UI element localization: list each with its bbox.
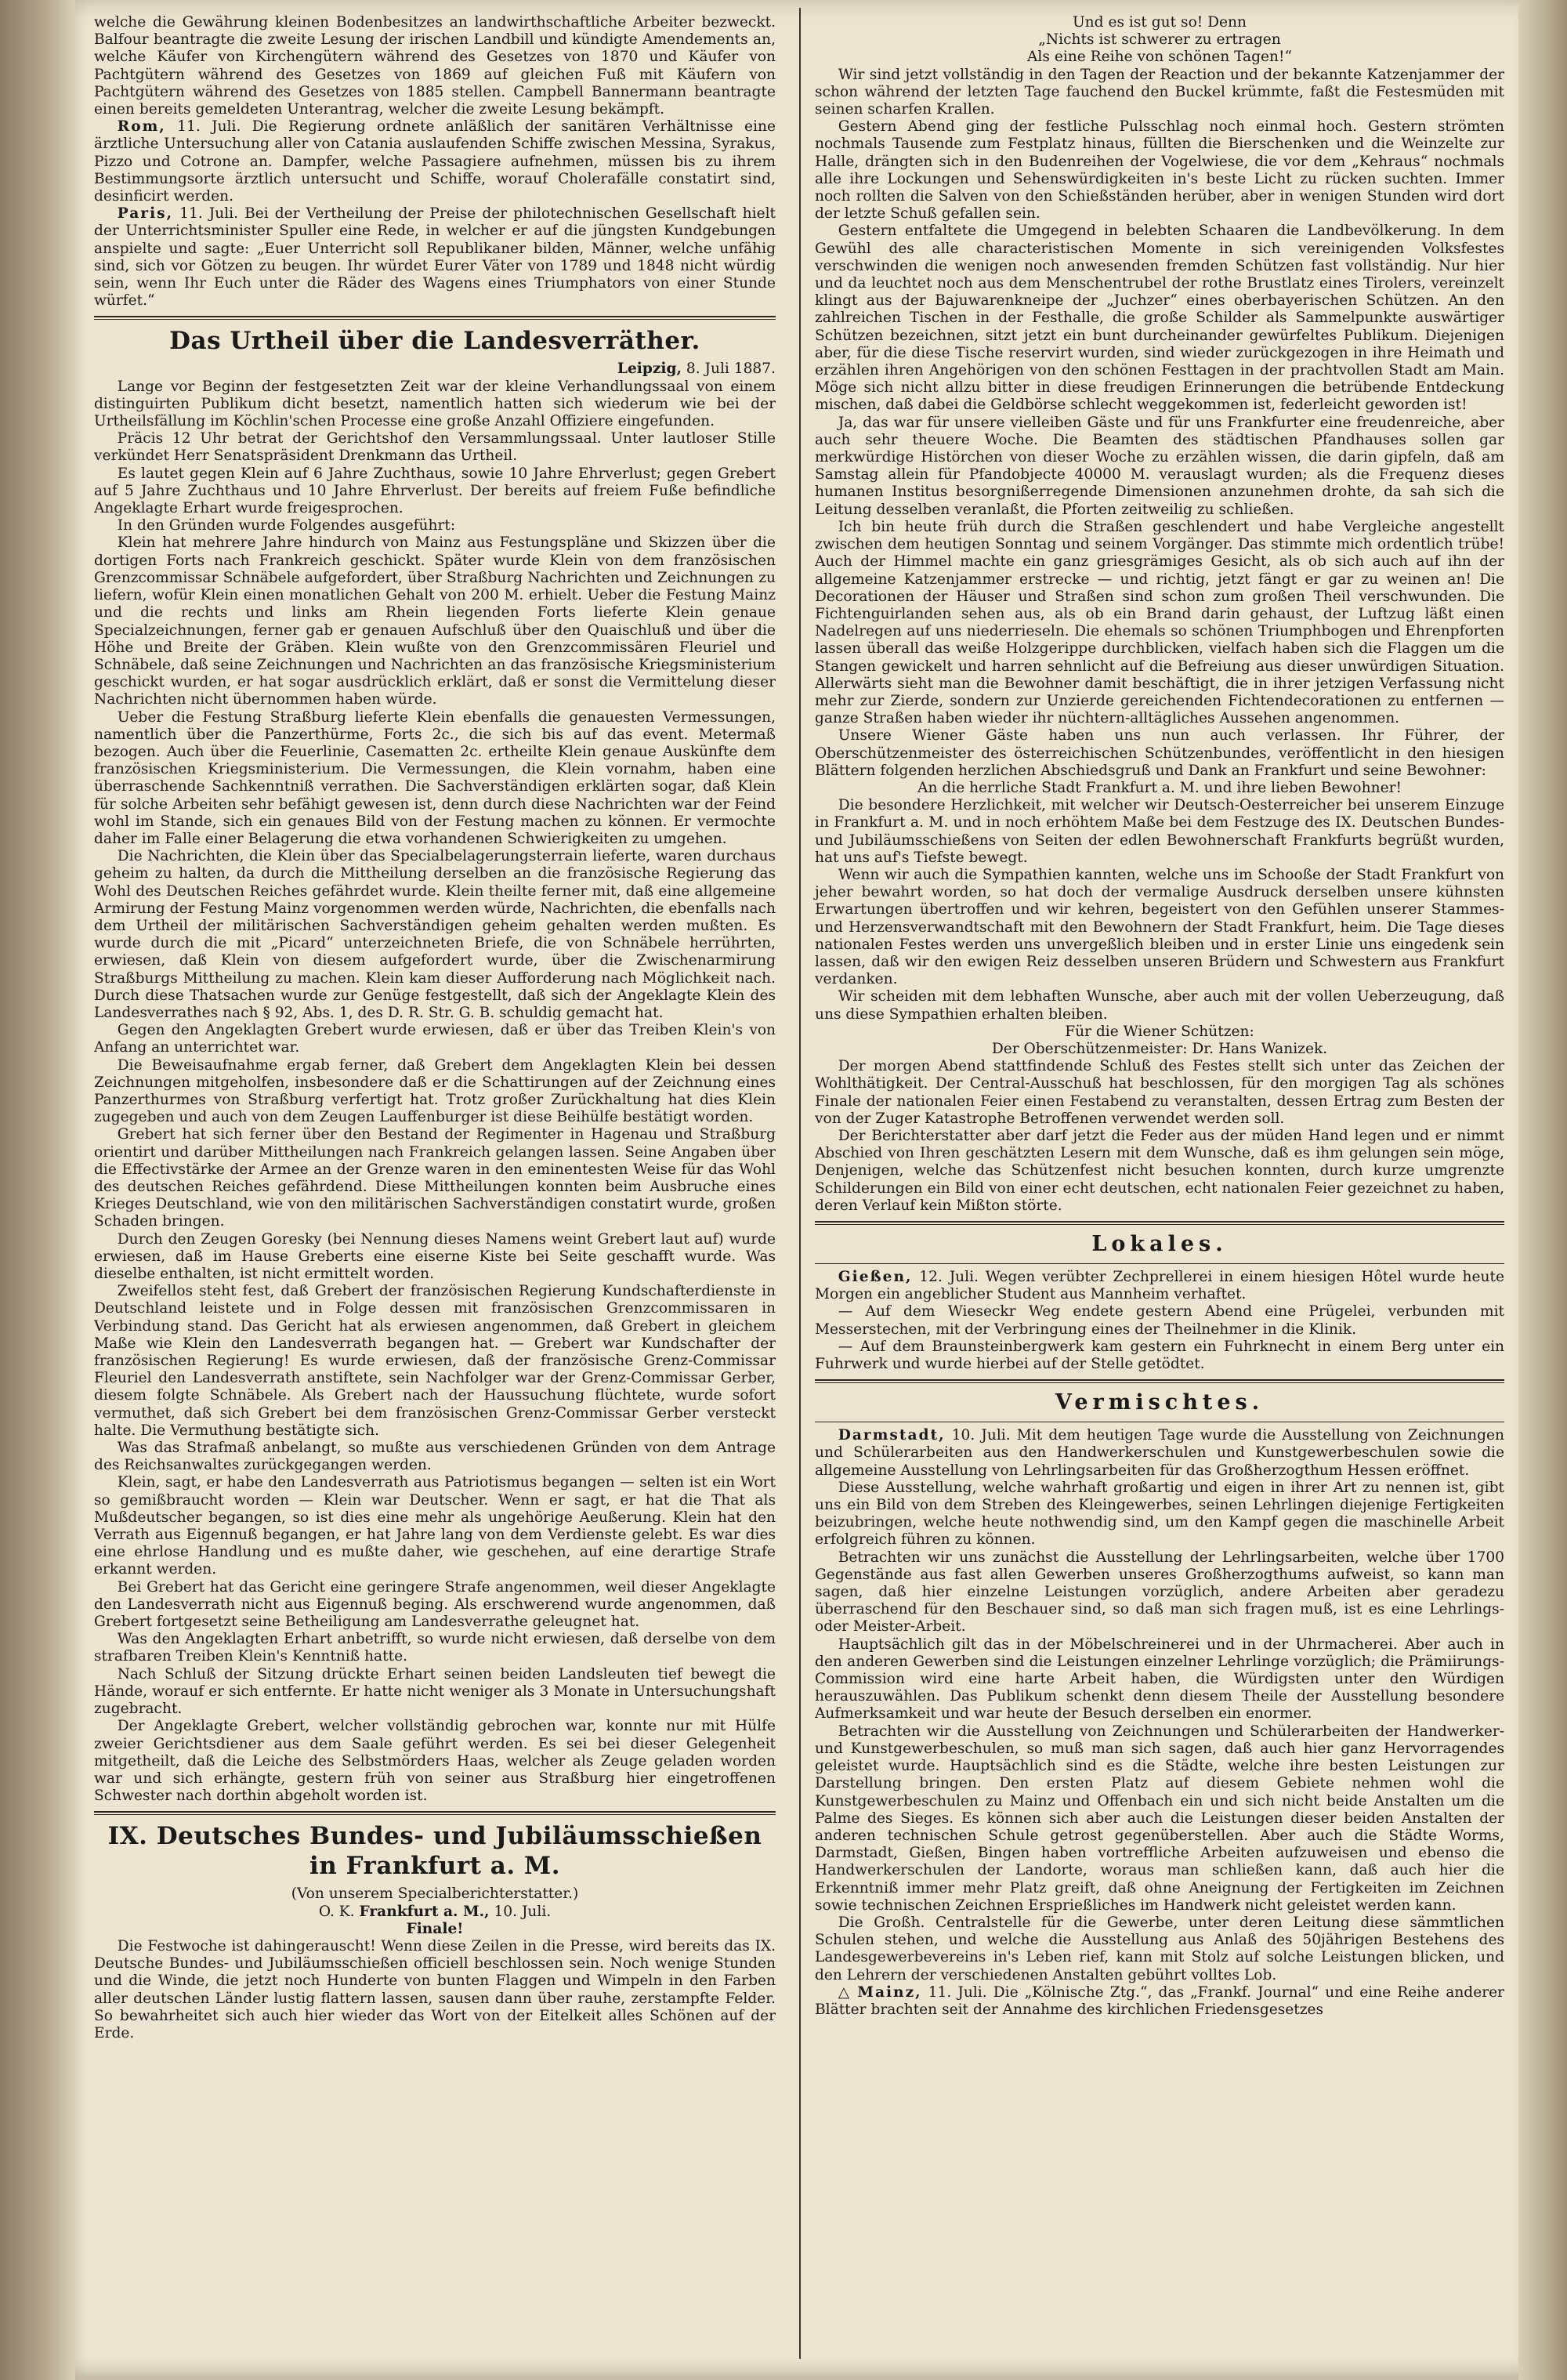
section-divider (94, 1811, 776, 1815)
schiessen-body (94, 1938, 776, 2042)
lokales-items (815, 1303, 1504, 1373)
lokales-headline: Lokales. (1091, 1232, 1228, 1257)
schiessen-paragraph: Gestern Abend ging der festliche Pulsschlag noch einmal hoch. Gestern strömten nochmals Tausende zum Festplatz hinaus, füllten die Bierschenken und die Weinzelte zur Halle, drängten sich in den Budenreihen der Vogelwiese, die vor dem „Kehraus“ nochmals alle ihre Lockungen und Sehenswürdigkeiten in's beste Licht zu rücken suchten. Immer noch rollten die Salven von den Schießständen herüber, aber in wenigen Stunden wird dort der letzte Schuß gefallen sein. (815, 118, 1504, 223)
vermischtes-paragraph: Betrachten wir die Ausstellung von Zeichnungen und Schülerarbeiten der Handwerker- und Kunstgewerbeschulen, so muß man sich sagen, daß auch hier ganz Hervorragendes geleistet wurde. Hauptsächlich sind es die Städte, welche ihre besten Leistungen zur Darstellung bringen. Den ersten Platz auf diesem Gebiete nehmen wohl die Kunstgewerbeschulen zu Mainz und Offenbach ein und sich nicht beide Anstalten um die Palme des Sieges. Es können sich aber auch die Leistungen dieser beiden Anstalten der anderen technischen Schule getrost gegenüberstellen. Aber auch die Städte Worms, Darmstadt, Gießen, Bingen haben vortreffliche Arbeiten aufzuweisen und ebenso die Handwerkerschulen der Landorte, woraus man schließen kann, daß auch hier die Erkenntniß immer mehr Platz greift, daß ohne Aneignung der Fertigkeiten im Zeichnen sowie technischen Zeichnen Ersprießliches im Handwerk nicht geleistet werden kann. (815, 1723, 1504, 1914)
letter-body (815, 797, 1504, 1023)
urteil-paragraph: Die Beweisaufnahme ergab ferner, daß Grebert dem Angeklagten Klein bei dessen Zeichnungen mitgeholfen, insbesondere daß er die Schattirungen auf der Zeichnung eines Panzerthurmes von Straßburg verfertigt hat. Trotz großer Zurückhaltung hat dies Klein zugegeben und auch von dem Zeugen Lauffenburger ist diese Beihülfe bestätigt worden. (94, 1056, 776, 1126)
urteil-paragraph: Zweifellos steht fest, daß Grebert der französischen Regierung Kundschafterdienste in Deutschland leistete und in Folge dessen mit französischen Grenzcommissaren in Verbindung stand. Das Gericht hat als erwiesen angenommen, daß Grebert in gleichem Maße wie Klein den Landesverrath begangen hat. — Grebert war Kundschafter der französischen Regierung! Es wurde erwiesen, daß der französische Grenz-Commissar Fleuriel den Landesverrath anstiftete, sein Nachfolger war der Grenz-Commissar Gerber, diesem folgte Schnäbele. Als Grebert nach der Haussuchung flüchtete, wurde sofort vermuthet, daß sich Grebert bei dem französischen Grenz-Commissar Gerber versteckt halte. Die Vermuthung bestätigte sich. (94, 1283, 776, 1439)
mainz-prefix: △ (838, 1983, 852, 2001)
urteil-dateline-place: Leipzig, (617, 360, 682, 378)
urteil-paragraph: Bei Grebert hat das Gericht eine geringere Strafe angenommen, weil dieser Angeklagte den Landesverrath nicht aus Eigennuß beging. Als erschwerend wurde angenommen, daß Grebert fortgesetzt seine Betheiligung am Landesverrathe geleugnet hat. (94, 1578, 776, 1631)
section-divider (815, 1379, 1504, 1383)
schiessen-dateline-place: Frankfurt a. M., (359, 1903, 490, 1920)
urteil-paragraph: Klein, sagt, er habe den Landesverrath aus Patriotismus begangen — selten ist ein Wort so gemißbraucht worden — Klein war Deutscher. Wenn er sagt, er hat die That als Mußdeutscher begangen, so ist dies eine mehr als ungehörige Aeußerung. Klein hat den Verrath aus Eigennuß begangen, er hat Jahre lang von dem Verdienste gelebt. Es war dies eine ehrlose Handlung und es mußte daher, wie geschehen, auf eine derartige Strafe erkannt werden. (94, 1474, 776, 1578)
vermischtes-paragraph: Hauptsächlich gilt das in der Möbelschreinerei und in der Uhrmacherei. Aber auch in den anderen Gewerben sind die Leistungen einzelner Lehrlinge vorzüglich; die Prämiirungs-Commission wird eine harte Arbeit haben, die Würdigsten unter den Würdigen herauszuwählen. Das Publikum schenkt denn diesem Theile der Ausstellung besondere Aufmerksamkeit und war heute der Besuch derselben ein enormer. (815, 1636, 1504, 1723)
vermischtes-place: Darmstadt, (838, 1427, 946, 1444)
urteil-paragraph: Grebert hat sich ferner über den Bestand der Regimenter in Hagenau und Straßburg orientirt und darüber Mittheilungen nach Frankreich gelangen lassen. Seine Angaben über die Effectivstärke der Armee an der Grenze waren in den eminentesten Weise für das Wohl des deutschen Reiches gefährdend. Diese Mittheilungen konnten beim Ausbruche eines Krieges Deutschland, wie von den militärischen Sachverständigen constatirt wurde, großen Schaden bringen. (94, 1126, 776, 1230)
urteil-paragraph: Die Nachrichten, die Klein über das Specialbelagerungsterrain lieferte, waren durchaus geheim zu halten, da durch die Mittheilung derselben an die französische Regierung das Wohl des Deutschen Reiches gefährdet wurde. Klein theilte ferner mit, daß eine allgemeine Armirung der Festung Mainz vorgenommen werden würde, Nachrichten, die ebenfalls nach dem Urtheil der militärischen Sachverständigen geheim gehalten werden mußten. Es wurde durch die mit „Picard“ unterzeichneten Briefe, die von Schnäbele herrührten, erwiesen, daß Klein von diesem aufgefordert wurde, über die Zwischenarmirung Straßburgs Mittheilung zu machen. Klein kam dieser Aufforderung nach Möglichkeit nach. Durch diese Thatsachen wurde zur Genüge festgestellt, daß sich der Angeklagte Klein des Landesverrathes nach § 92, Abs. 1, des D. R. Str. G. B. schuldig gemacht hat. (94, 848, 776, 1021)
page-edge (1518, 0, 1567, 2380)
urteil-headline: Das Urtheil über die Landesverräther. (169, 327, 700, 356)
schiessen-continuation (815, 67, 1504, 780)
schiessen-paragraph: Gestern entfaltete die Umgegend in belebten Schaaren die Landbevölkerung. In dem Gewühl des alle characteristischen Momente in sich vereinigenden Volksfestes verschwinden die wenigen noch anwesenden fremden Schützen fast vollständig. Nur hier und da leuchtet noch aus dem Menschentrubel der rothe Brustlatz eines Tirolers, vereinzelt klingt aus der Bajuwarenkneipe der „Juchzer“ eines oberbayerischen Schützen. An den zahlreichen Tischen in der Festhalle, die große Schilder als Sammelpunkte auswärtiger Schützen bezeichnen, sitzt jetzt ein bunt durcheinander gewürfeltes Publikum. Diejenigen aber, für die diese Tische reservirt wurden, sind wieder zurückgezogen in ihre Heimath und erzählen ihren Angehörigen von den schönen Festtagen in der prachtvollen Stadt am Main. Möge sich nicht allzu bitter in diese freudigen Erinnerungen die betrübende Entdeckung mischen, daß dabei die Geldbörse schlecht weggekommen ist, federleicht geworden ist! (815, 223, 1504, 414)
mainz-place: Mainz, (857, 1983, 922, 2001)
vermischtes-paragraph: Diese Ausstellung, welche wahrhaft großartig und eigen in ihrer Art zu nennen ist, gibt uns ein Bild von dem Streben des Kleingewerbes, seinen Lehrlingen diejenige Fertigkeiten beizubringen, welche heute nothwendig sind, um den Kampf gegen die maschinelle Arbeit erfolgreich führen zu können. (815, 1479, 1504, 1549)
schiessen-subheadline: (Von unserem Specialberichterstatter.) (291, 1886, 579, 1903)
right-column (815, 14, 1504, 2019)
vermischtes-paragraph: Betrachten wir uns zunächst die Ausstellung der Lehrlingsarbeiten, welche über 1700 Gegenstände aus fast allen Gewerben unseres Großherzogthums aufweist, so kann man sagen, daß hier einzelne Leistungen vorzüglich, andere Arbeiten aber geradezu überraschend für den Beschauer sind, so daß man sich fragen muß, ist es eine Lehrlings- oder Meister-Arbeit. (815, 1549, 1504, 1636)
section-divider (815, 1221, 1504, 1225)
mainz-text: 11. Juli. Die „Kölnische Ztg.“, das „Frankf. Journal“ und eine Reihe anderer Blätter brachten seit der Annahme des kirchlichen Friedensgesetzes (815, 1983, 1504, 2018)
left-column (94, 14, 776, 2042)
schiessen-finale: Finale! (406, 1920, 464, 1937)
paris-text: 11. Juli. Bei der Vertheilung der Preise der philotechnischen Gesellschaft hielt der Unterrichtsminister Spuller eine Rede, in welcher er auf die jüngsten Kundgebungen anspielte und sagte: „Euer Unterricht soll Republikaner bilden, Männer, welche unfähig sind, sich vor Götzen zu beugen. Ihr würdet Eurer Väter von 1789 und 1848 nicht würdig sein, wenn Ihr Euch unter die Räder des Wagens eines Triumphators von einer Stunde würfet.“ (94, 205, 776, 310)
schiessen-paragraph: Die Festwoche ist dahingerauscht! Wenn diese Zeilen in die Presse, wird bereits das IX. Deutsche Bundes- und Jubiläumsschießen officiell beschlossen sein. Noch wenige Stunden und die Winde, die jetzt noch Hunderte von bunten Flaggen und Wimpeln in den Farben aller deutschen Länder lustig flattern lassen, sausen dann über rauhe, zerstampfte Felder. So bewahrheitet sich auch hier wieder das Wort von der Eitelkeit alles Schönen auf der Erde. (94, 1937, 776, 2041)
urteil-paragraph: Der Angeklagte Grebert, welcher vollständig gebrochen war, konnte nur mit Hülfe zweier Gerichtsdiener aus dem Saale geführt werden. Es sei bei dieser Gelegenheit mitgetheilt, daß die Leiche des Selbstmörders Haas, welcher als Zeuge geladen worden war und sich erhängte, gestern früh von seiner aus Straßburg hier eingetroffenen Schwester nach dorthin abgeholt worden ist. (94, 1718, 776, 1805)
lokales-place: Gießen, (838, 1269, 913, 1286)
urteil-paragraph: Was das Strafmaß anbelangt, so mußte aus verschiedenen Gründen von dem Antrage des Reichsanwaltes zurückgegangen werden. (94, 1440, 776, 1474)
urteil-paragraph: Lange vor Beginn der festgesetzten Zeit war der kleine Verhandlungssaal von einem distinguirten Publikum dicht besetzt, namentlich hatten sich wiederum wie bei der Urtheilsfällung im Köchlin'schen Processe eine große Anzahl Offiziere eingefunden. (94, 378, 776, 430)
urteil-paragraph: Es lautet gegen Klein auf 6 Jahre Zuchthaus, sowie 10 Jahre Ehrverlust; gegen Grebert auf 5 Jahre Zuchthaus und 10 Jahre Ehrverlust. Der bereits auf freiem Fuße befindliche Angeklagte Erhart wurde freigesprochen. (94, 465, 776, 517)
urteil-paragraph: Was den Angeklagten Erhart anbetrifft, so wurde nicht erwiesen, daß derselbe von dem strafbaren Treiben Klein's Kenntniß hatte. (94, 1631, 776, 1665)
verse-line: Und es ist gut so! Denn (1072, 14, 1247, 31)
vermischtes-headline: Vermischtes. (1055, 1390, 1265, 1415)
schiessen-paragraph: Der morgen Abend stattfindende Schluß des Festes stellt sich unter das Zeichen der Wohlthätigkeit. Der Central-Ausschuß hat beschlossen, für den morgigen Tag als schönes Finale der nationalen Feier einen Festabend zu veranstalten, dessen Ertrag zum Besten der von der Zuger Katastrophe Betroffenen verwendet werden soll. (815, 1058, 1504, 1127)
verse-line: Als eine Reihe von schönen Tagen!“ (1027, 49, 1292, 66)
paris-report (94, 205, 776, 310)
column-rule (799, 8, 801, 2359)
signoff-line1: Für die Wiener Schützen: (1065, 1023, 1254, 1040)
verse-line: „Nichts ist schwerer zu ertragen (1038, 31, 1281, 49)
schiessen-dateline (94, 1904, 776, 1921)
schiessen-paragraph: Wir sind jetzt vollständig in den Tagen der Reaction und der bekannte Katzenjammer der schon während der letzten Tage fauchend den Buckel krümmte, faßt die Festesmüden mit seinen scharfen Krallen. (815, 66, 1504, 118)
urteil-body (94, 379, 776, 1806)
schiessen-paragraph: Ja, das war für unsere vielleiben Gäste und für uns Frankfurter eine freudenreiche, aber auch sehr theuere Woche. Die Beamten des städtischen Pfandhauses sollen gar merkwürdige Histörchen von dieser Woche zu erzählen wissen, die darin gipfeln, daß am Samstag allein für Pfandobjecte 40000 M. verauslagt wurden; als die Frequenz dieses humanen Institus besorgnißerregende Dimensionen anzunehmen drohte, da sah sich die Leitung desselben veranlaßt, die Pforten zeitweilig zu schließen. (815, 414, 1504, 518)
signoff-line2: Der Oberschützenmeister: Dr. Hans Wanizek. (991, 1040, 1328, 1057)
rom-place: Rom, (117, 118, 166, 136)
urteil-dateline-date: 8. Juli 1887. (681, 360, 776, 378)
urteil-paragraph: Durch den Zeugen Goresky (bei Nennung dieses Namens weint Grebert laut auf) wurde erwiesen, daß im Hause Greberts eine eiserne Kiste bei Seite geschafft wurde. Was dieselbe enthalten, ist nicht ermittelt worden. (94, 1230, 776, 1283)
lokales-giessen (815, 1269, 1504, 1303)
urteil-paragraph: Ueber die Festung Straßburg lieferte Klein ebenfalls die genauesten Vermessungen, namentlich über die Panzerthürme, Forts 2c., die sich bis auf das event. Metermaß bezogen. Auch über die Feuerlinie, Casematten 2c. ertheilte Klein genaue Auskünfte dem französischen Kriegsministerium. Die Vermessungen, die Klein vornahm, haben eine überraschende Sachkenntniß verrathen. Die Sachverständigen erklärten sogar, daß Klein für solche Arbeiten sehr befähigt gewesen ist, denn durch diese Nachrichten war der Feind wohl im Stande, sich ein genaues Bild von der Festung machen zu können. Er vermochte daher im Falle einer Belagerung die etwa vorhandenen Schwierigkeiten zu umgehen. (94, 708, 776, 847)
section-divider (94, 316, 776, 320)
intro-paragraph: welche die Gewährung kleinen Bodenbesitzes an landwirthschaftliche Arbeiter bezweckt. Balfour beantragte die zweite Lesung der irischen Landbill und kündigte Amendements an, welche Käufer von Kirchengütern während des Gesetzes von 1870 und Käufer von Pachtgütern während des Gesetzes von 1869 auf gleichen Fuß mit Käufern von Pachtgütern während des Gesetzes von 1885 stellen. Campbell Bannermann beantragte einen bereits gemeldeten Unterantrag, welcher die zweite Lesung bekämpft. (94, 14, 776, 118)
schiessen-dateline-date: 10. Juli. (489, 1903, 552, 1920)
lokales-item: — Auf dem Wieseckr Weg endete gestern Abend eine Prügelei, verbunden mit Messerstechen, mit der Verbringung eines der Theilnehmer in die Klinik. (815, 1303, 1504, 1338)
section-divider-thin (815, 1263, 1504, 1264)
schiessen-paragraph: Ich bin heute früh durch die Straßen geschlendert und habe Vergleiche angestellt zwischen dem heutigen Sonntag und seinem Vorgänger. Das stimmte mich ordentlich trübe! Auch der Himmel machte ein ganz griesgrämiges Gesicht, als ob sich auch auf ihn der allgemeine Katzenjammer erstrecke — und richtig, jetzt fängt er gar zu weinen an! Die Decorationen der Häuser und Straßen sind schon zum großen Theil verschwunden. Die Fichtenguirlanden sehen aus, als ob ein Brand darin gehaust, der Luftzug läßt einen Nadelregen auf uns niederrieseln. Die ehemals so schönen Triumphbogen und Ehrenpforten lassen überall das weiße Holzgerippe durchblicken, vielfach haben sich die Flaggen um die Stangen gewickelt und harren sehnlicht auf die Befreiung aus dieser unwürdigen Situation. Allerwärts sieht man die Bewohner damit beschäftigt, die in ihrer jetzigen Verfassung nicht mehr zur Zierde, sondern zur Unzierde gereichenden Fichtendecorationen zu entfernen — ganze Straßen haben wieder ihr nüchtern-alltägliches Aussehen angenommen. (815, 518, 1504, 727)
mainz-report (815, 1984, 1504, 2019)
vermischtes-paragraph: Die Großh. Centralstelle für die Gewerbe, unter deren Leitung diese sämmtlichen Schulen stehen, und welche die Ausstellung aus Anlaß des 50jährigen Bestehens des Landesgewerbevereins in's Leben rief, kann mit Stolz auf solche Leistungen blicken, und den Lehrern der verschiedenen Anstalten gebührt volltes Lob. (815, 1914, 1504, 1983)
schiessen-paragraph: Der Berichterstatter aber darf jetzt die Feder aus der müden Hand legen und er nimmt Abschied von Ihren geschätzten Lesern mit dem Wunsche, daß es ihm gelungen sein möge, Denjenigen, welche das Schützenfest nicht besuchen konnten, durch kurze umgrenzte Schilderungen ein Bild von einer echt deutschen, echt nationalen Feier gezeichnet zu haben, deren Verlauf kein Mißton störte. (815, 1128, 1504, 1214)
urteil-dateline (94, 360, 776, 378)
lokales-text: 12. Juli. Wegen verübter Zechprellerei in einem hiesigen Hôtel wurde heute Morgen ein angeblicher Student aus Mannheim verhaftet. (815, 1269, 1504, 1303)
paris-place: Paris, (117, 205, 174, 223)
binding-spine (0, 0, 75, 2380)
vermischtes-body (815, 1480, 1504, 1984)
vermischtes-darmstadt (815, 1427, 1504, 1480)
urteil-paragraph: Nach Schluß der Sitzung drückte Erhart seinen beiden Landsleuten tief bewegt die Hände, worauf er sich entfernte. Er hatte nicht weniger als 3 Monate in Untersuchungshaft zugebracht. (94, 1665, 776, 1718)
letter-address: An die herrliche Stadt Frankfurt a. M. und ihre lieben Bewohner! (917, 779, 1402, 796)
verse-block (815, 14, 1504, 67)
schiessen-paragraph: Unsere Wiener Gäste haben uns nun auch verlassen. Ihr Führer, der Oberschützenmeister des österreichischen Schützenbundes, veröffentlicht in den hiesigen Blättern folgenden herzlichen Abschiedsgruß und Dank an Frankfurt und seine Bewohner: (815, 727, 1504, 779)
schiessen-headline: IX. Deutsches Bundes- und Jubiläumsschießen in Frankfurt a. M. (107, 1822, 762, 1881)
letter-paragraph: Wenn wir auch die Sympathien kannten, welche uns im Schooße der Stadt Frankfurt von jeher bewahrt worden, so hat doch der vermalige Ausdruck derselben unsere kühnsten Erwartungen übertroffen und wir kehren, begeistert von den Gefühlen unserer Stammes- und Herzensverwandtschaft mit den Bewohnern der Stadt Frankfurt, heim. Die Tage dieses nationalen Festes werden uns unvergeßlich bleiben und in erster Linie uns eingedenk sein lassen, daß wir den ewigen Reiz desselben unseren Brüdern und Schwestern aus Frankfurt verdanken. (815, 866, 1504, 988)
schiessen-end (815, 1058, 1504, 1215)
letter-paragraph: Die besondere Herzlichkeit, mit welcher wir Deutsch-Oesterreicher bei unserem Einzuge in Frankfurt a. M. und in noch erhöhtem Maße bei dem Festzuge des IX. Deutschen Bundes- und Jubiläumsschießens von Seiten der edlen Bewohnerschaft Frankfurts begrüßt wurden, hat uns auf's Tiefste bewegt. (815, 797, 1504, 866)
rom-report (94, 118, 776, 205)
lokales-item: — Auf dem Braunsteinbergwerk kam gestern ein Fuhrknecht in einem Berg unter ein Fuhrwerk und wurde hierbei auf der Stelle getödtet. (815, 1338, 1504, 1373)
urteil-paragraph: In den Gründen wurde Folgendes ausgeführt: (117, 517, 456, 534)
schiessen-dateline-prefix: O. K. (318, 1903, 355, 1920)
urteil-paragraph: Präcis 12 Uhr betrat der Gerichtshof den Versammlungssaal. Unter lautloser Stille verkündet Herr Senatspräsident Drenkmann das Urtheil. (94, 430, 776, 465)
urteil-paragraph: Klein hat mehrere Jahre hindurch von Mainz aus Festungspläne und Skizzen über die dortigen Forts nach Frankreich geschickt. Später wurde Klein von dem französischen Grenzcommissar Schnäbele aufgefordert, über Straßburg Nachrichten und Zeichnungen zu liefern, wofür Klein einen monatlichen Gehalt von 200 M. erhielt. Ueber die Festung Mainz und die rechts und links am Rhein liegenden Forts lieferte Klein genaue Specialzeichnungen, ferner gab er genauen Aufschluß über den Quaischluß und über die Höhe und Breite der Gräben. Klein wußte von den Grenzcommissären Fleuriel und Schnäbele, daß seine Zeichnungen und Nachrichten an das französische Kriegsministerium geschickt wurden, er hat sogar ausdrücklich erklärt, daß er sonst die Vermittelung dieser Nachrichten nicht übernommen haben würde. (94, 534, 776, 708)
rom-text: 11. Juli. Die Regierung ordnete anläßlich der sanitären Verhältnisse eine ärztliche Untersuchung aller von Catania auslaufenden Schiffe zwischen Messina, Syrakus, Pizzo und Cotrone an. Dampfer, welche Passagiere aufnehmen, müssen bis zu ihrem Bestimmungsorte ärztlich untersucht und Schiffe, worauf Cholerafälle constatirt sind, desinficirt werden. (94, 118, 776, 205)
vermischtes-text: 10. Juli. Mit dem heutigen Tage wurde die Ausstellung von Zeichnungen und Schülerarbeiten aus den Handwerkerschulen und Kunstgewerbeschulen sowie die allgemeine Ausstellung von Lehrlingsarbeiten für das Großherzogthum Hessen eröffnet. (815, 1427, 1504, 1479)
urteil-paragraph: Gegen den Angeklagten Grebert wurde erwiesen, daß er über das Treiben Klein's von Anfang an unterrichtet war. (94, 1022, 776, 1056)
letter-paragraph: Wir scheiden mit dem lebhaften Wunsche, aber auch mit der vollen Ueberzeugung, daß uns diese Sympathien erhalten bleiben. (815, 988, 1504, 1023)
